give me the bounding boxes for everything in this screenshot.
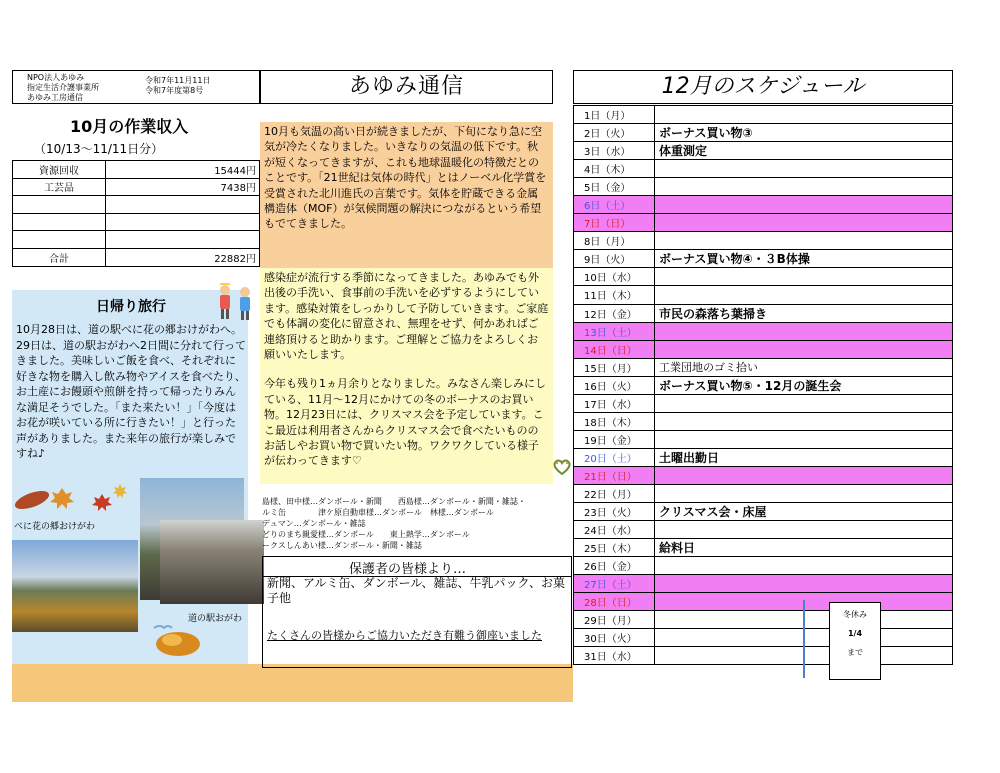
schedule-row [574,250,953,268]
schedule-row [574,232,953,250]
photo-group-indoor [160,520,264,604]
header-info-box [12,70,260,104]
schedule-day: 3日（水） [574,142,655,160]
newsletter-title: あゆみ通信 [260,70,553,104]
schedule-row [574,142,953,160]
winter-break-arrow [803,600,805,678]
schedule-day: 17日（水） [574,394,655,412]
schedule-day: 21日（日） [574,466,655,484]
income-value: 15444円 [106,161,260,179]
income-row [13,231,260,249]
schedule-row [574,448,953,466]
schedule-event: ボーナス買い物⑤・12月の誕生会 [655,376,953,394]
schedule-day: 14日（日） [574,340,655,358]
income-title: 10月の作業収入 [70,117,189,136]
income-row [13,213,260,231]
schedule-event [655,412,953,430]
schedule-event: クリスマス会・床屋 [655,503,953,521]
income-value [106,196,260,214]
schedule-day: 1日（月） [574,106,655,124]
photo-caption-benibana: べに花の郷おけがわ [14,522,96,532]
donor-line: 島様、田中様…ダンボール・新聞 西島様…ダンボール・新聞・雑誌・ [262,497,526,506]
photo-benibana-flowers [12,540,138,632]
schedule-row [574,521,953,539]
income-total-row [13,248,260,266]
winter-break-note [829,602,881,680]
schedule-row [574,106,953,124]
schedule-day: 30日（火） [574,629,655,647]
schedule-event: 市民の森落ち葉掃き [655,304,953,322]
schedule-event [655,160,953,178]
income-value: 7438円 [106,178,260,196]
income-value [106,231,260,249]
org-name: NPO法人あゆみ [27,73,85,82]
schedule-row [574,304,953,322]
org-facility: 指定生活介護事業所 [27,83,99,92]
income-table [12,160,260,267]
schedule-event [655,430,953,448]
schedule-table [573,105,953,665]
schedule-day: 25日（木） [574,539,655,557]
income-value [106,213,260,231]
schedule-day: 31日（水） [574,647,655,665]
schedule-day: 2日（火） [574,124,655,142]
income-row [13,178,260,196]
schedule-event [655,286,953,304]
schedule-row [574,160,953,178]
schedule-day: 26日（金） [574,557,655,575]
schedule-event [655,178,953,196]
schedule-row [574,214,953,232]
income-label: 資源回収 [13,161,106,179]
schedule-day: 7日（日） [574,214,655,232]
schedule-event [655,340,953,358]
schedule-day: 15日（月） [574,358,655,376]
schedule-event: ボーナス買い物③ [655,124,953,142]
donor-line: ークスしんあい様…ダンボール・新聞・雑誌 [262,541,422,550]
schedule-event [655,484,953,502]
schedule-event [655,196,953,214]
income-label [13,231,106,249]
schedule-day: 23日（火） [574,503,655,521]
schedule-event: 体重測定 [655,142,953,160]
schedule-event [655,268,953,286]
schedule-event [655,214,953,232]
schedule-row [574,430,953,448]
schedule-row [574,557,953,575]
footer-band [12,664,573,702]
schedule-event: 工業団地のゴミ拾い [655,358,953,376]
schedule-row [574,539,953,557]
winter-break-label: 冬休み [843,610,867,619]
income-label [13,213,106,231]
income-period: （10/13～11/11日分） [34,142,164,156]
schedule-day: 20日（土） [574,448,655,466]
guardian-donations-box [262,556,572,668]
schedule-day: 29日（月） [574,611,655,629]
infection-notice: 感染症が流行する季節になってきました。あゆみでも外出後の手洗い、食事前の手洗いを必ずするようにしています。感染対策をしっかりして予防していきます。ご家庭でも体調の変化に留意され、無理をせず、何かあればご連絡頂けると助かります。ご理解とご協力をよろしくお願いいたします。 [264,271,549,362]
sweet-potato-icon [148,620,204,660]
schedule-event [655,557,953,575]
bonus-shopping-notice: 今年も残り1ヵ月余りとなりました。みなさん楽しみにしている、11月～12月にかけての冬のボーナスのお買い物。12月23日には、クリスマス会を予定しています。ここ最近は利用者さんからクリスマス会で食べたいものの お話しやお買い物で買いたい物。ワクワクしている様子が伝わってきます♡ [264,377,546,468]
schedule-day: 18日（木） [574,412,655,430]
schedule-day: 9日（火） [574,250,655,268]
schedule-day: 8日（月） [574,232,655,250]
schedule-day: 19日（金） [574,430,655,448]
schedule-day: 27日（土） [574,575,655,593]
trip-title: 日帰り旅行 [96,299,166,315]
income-row [13,161,260,179]
income-total-value: 22882円 [106,248,260,266]
schedule-row [574,340,953,358]
photo-caption-ogawa: 道の駅おがわ [188,614,243,624]
org-newsletter: あゆみ工房通信 [27,93,83,102]
schedule-event [655,394,953,412]
schedule-event: 土曜出勤日 [655,448,953,466]
schedule-event: ボーナス買い物④・３B体操 [655,250,953,268]
schedule-row [574,412,953,430]
issue-date-line: 令和7年11月11日 [145,76,211,85]
news-health-article [260,268,553,484]
thanks-message: たくさんの皆様からご協力いただき有難う御座いました [267,629,542,642]
schedule-event [655,521,953,539]
schedule-row [574,376,953,394]
autumn-leaves-icon [12,480,132,520]
schedule-row [574,358,953,376]
guardian-items: 新聞、アルミ缶、ダンボール、雑誌、牛乳パック、お菓子他 [267,576,565,605]
guardian-title: 保護者の皆様より… [349,562,467,577]
schedule-row [574,466,953,484]
income-row [13,196,260,214]
schedule-row [574,629,953,647]
schedule-row [574,268,953,286]
schedule-day: 13日（土） [574,322,655,340]
schedule-row [574,178,953,196]
schedule-row [574,593,953,611]
schedule-row [574,503,953,521]
donor-line: デュマン…ダンボール・雑誌 [262,519,366,528]
schedule-day: 12日（金） [574,304,655,322]
schedule-title: 12月のスケジュール [573,70,953,104]
schedule-row [574,647,953,665]
schedule-event [655,322,953,340]
schedule-row [574,575,953,593]
income-total-label: 合計 [13,248,106,266]
schedule-event [655,466,953,484]
issue-number-line: 令和7年度第8号 [145,86,204,95]
schedule-day: 28日（日） [574,593,655,611]
org-info [27,73,99,103]
schedule-day: 5日（金） [574,178,655,196]
donor-line: どりのまち親愛様…ダンボール 東上熱学…ダンボール [262,530,470,539]
heart-wreath-icon [552,458,572,476]
schedule-event [655,106,953,124]
schedule-day: 22日（月） [574,484,655,502]
trip-body: 10月28日は、道の駅べに花の郷おけがわへ。29日は、道の駅おがわへ2日間に分れて行ってきました。美味しいご飯を食べ、それぞれに好きな物を購入し飲み物やアイスを食べたり、お土産にお饅頭や煎餅を持って帰ったりみんな満足そうでした。「また来たい！」「今度はお花が咲いている所に行きたい！」と行った声がありました。また来年の旅行が楽しみですね♪ [16,323,246,460]
issue-date [145,76,210,96]
winter-break-date: 1/4 [847,629,863,638]
schedule-day: 11日（木） [574,286,655,304]
schedule-event: 給料日 [655,539,953,557]
schedule-day: 10日（水） [574,268,655,286]
news-weather-article: 10月も気温の高い日が続きましたが、下旬になり急に空気が冷たくなりました。いきなりの気温の低下です。秋が短くなってきますが、これも地球温暖化の特徴だとのことです。「21世紀は気体の時代」とはノーベル化学賞を受賞された北川進氏の言葉です。気体を貯蔵できる金属構造体（MOF）が気候問題の解決につながるという希望もでてきました。 [260,122,553,268]
schedule-day: 16日（火） [574,376,655,394]
schedule-day: 6日（土） [574,196,655,214]
donor-line: ルミ缶 津ケ原自動車様…ダンボール 林様…ダンボール [262,508,494,517]
winter-break-until: まで [847,648,863,657]
income-label: 工芸品 [13,178,106,196]
schedule-row [574,196,953,214]
income-label [13,196,106,214]
schedule-event [655,575,953,593]
schedule-row [574,322,953,340]
schedule-row [574,484,953,502]
donor-list [262,496,553,551]
schedule-row [574,286,953,304]
schedule-row [574,611,953,629]
schedule-day: 24日（水） [574,521,655,539]
schedule-row [574,394,953,412]
schedule-event [655,232,953,250]
hikers-icon [215,282,257,322]
schedule-day: 4日（木） [574,160,655,178]
schedule-row [574,124,953,142]
